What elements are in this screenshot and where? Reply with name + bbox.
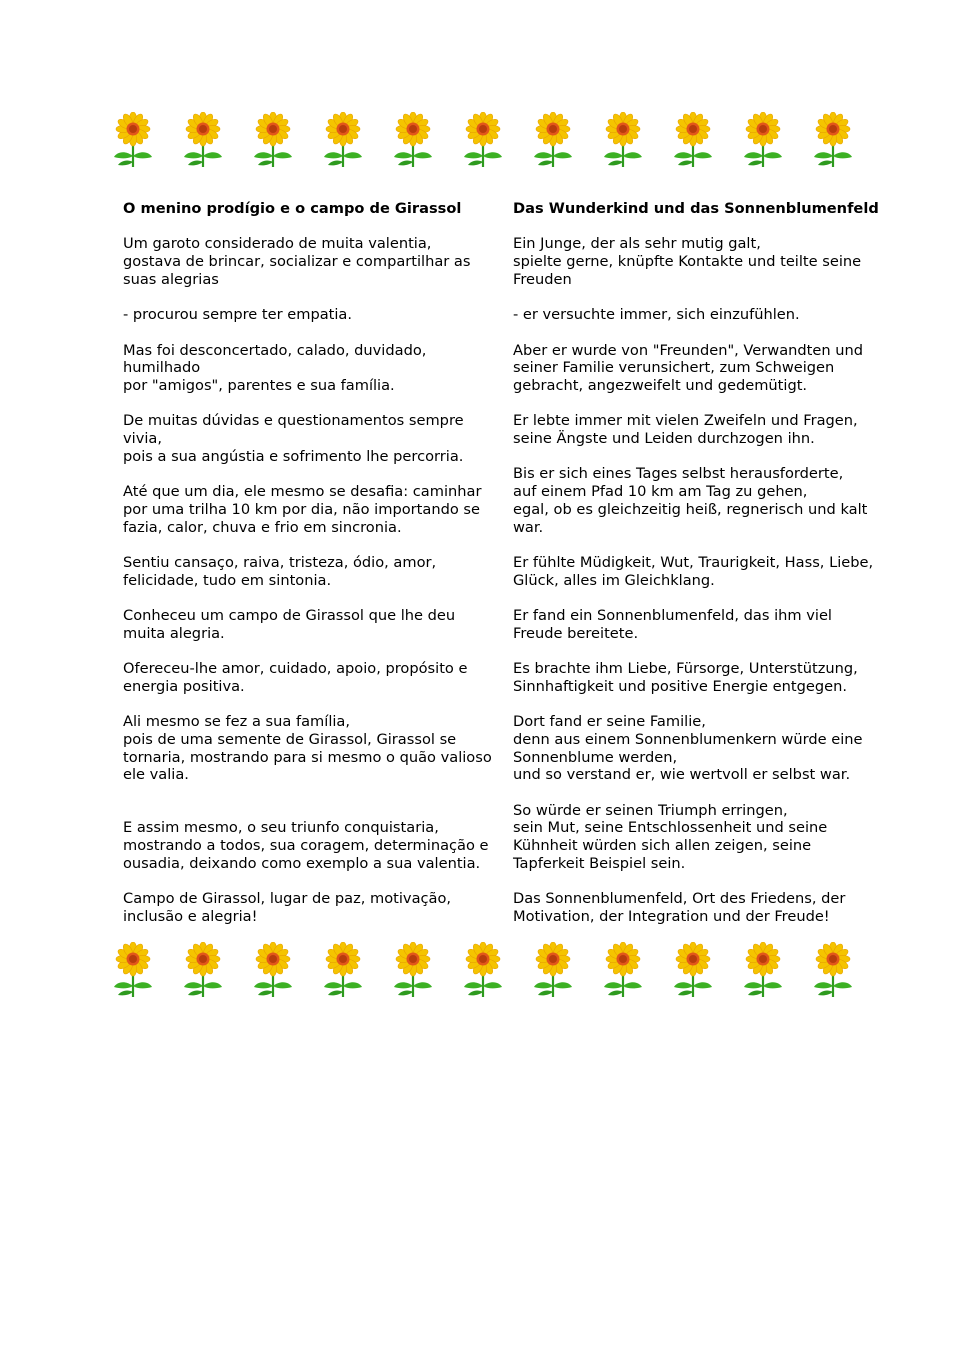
poem-line: Er fand ein Sonnenblumenfeld, das ihm viel Freude bereitete. [513,607,832,642]
sunflower-icon [528,112,578,168]
portuguese-poem [123,200,501,943]
poem-line: So würde er seinen Triumph erringen, [513,801,788,819]
sunflower-icon [668,942,718,998]
stanza [123,660,501,695]
sunflower-icon [178,112,228,168]
poem-line: Até que um dia, ele mesmo se desafia: caminhar por uma trilha 10 km por dia, não importando se fazia, calor, chuva e frio em sincronia. [123,483,482,536]
sunflower-icon [808,112,858,168]
german-poem-stanzas [513,235,885,925]
stanza [123,412,501,465]
stanza [513,306,885,324]
poem-line: Ali mesmo se fez a sua família, [123,713,351,731]
poem-line: Ofereceu-lhe amor, cuidado, apoio, propósito e energia positiva. [123,660,468,695]
stanza [123,554,501,589]
stanza [513,412,885,447]
sunflower-icon [738,942,788,998]
german-poem [513,200,885,943]
sunflower-icon [598,942,648,998]
sunflower-border-bottom [108,942,858,998]
sunflower-icon [668,112,718,168]
poem-line: Aber er wurde von "Freunden", Verwandten und seiner Familie verunsichert, zum Schweigen gebracht, angezweifelt und gedemütigt. [513,341,863,394]
sunflower-icon [458,112,508,168]
stanza [123,306,501,324]
poem-line: pois a sua angústia e sofrimento lhe percorria. [123,447,464,465]
stanza [513,554,885,589]
stanza [123,890,501,925]
poem-line: Mas foi desconcertado, calado, duvidado, humilhado [123,341,427,377]
poem-line: Bis er sich eines Tages selbst herausforderte, [513,465,844,483]
sunflower-icon [388,942,438,998]
poem-line: seine Ängste und Leiden durchzogen ihn. [513,430,815,448]
poem-line: Er lebte immer mit vielen Zweifeln und Fragen, [513,412,858,430]
poem-line: - procurou sempre ter empatia. [123,306,353,324]
sunflower-icon [318,942,368,998]
poem-line: E assim mesmo, o seu triunfo conquistaria, mostrando a todos, sua coragem, determinação e ousadia, deixando como exemplo a sua valentia. [123,819,489,872]
poem-line: auf einem Pfad 10 km am Tag zu gehen, [513,483,808,501]
poem-line: Dort fand er seine Familie, [513,713,706,731]
sunflower-icon [388,112,438,168]
poem-line: De muitas dúvidas e questionamentos sempre vivia, [123,412,464,448]
sunflower-icon [178,942,228,998]
german-poem-title: Das Wunderkind und das Sonnenblumenfeld [513,200,879,217]
sunflower-icon [248,112,298,168]
poem-line: - er versuchte immer, sich einzufühlen. [513,306,800,324]
sunflower-icon [528,942,578,998]
poem-line: sein Mut, seine Entschlossenheit und seine Kühnheit würden sich allen zeigen, seine Tapferkeit Beispiel sein. [513,819,828,872]
sunflower-icon [458,942,508,998]
poem-line: egal, ob es gleichzeitig heiß, regnerisch und kalt war. [513,500,868,536]
poem-line: Er fühlte Müdigkeit, Wut, Traurigkeit, Hass, Liebe, Glück, alles im Gleichklang. [513,553,874,589]
poem-line: por "amigos", parentes e sua família. [123,376,395,394]
stanza [513,465,885,536]
poem-line: Um garoto considerado de muita valentia, [123,235,432,253]
poem-line: Es brachte ihm Liebe, Fürsorge, Unterstützung, Sinnhaftigkeit und positive Energie entgegen. [513,660,858,695]
stanza [513,890,885,925]
poem-line: Campo de Girassol, lugar de paz, motivação, inclusão e alegria! [123,890,452,925]
stanza [513,235,885,288]
poem-line: Ein Junge, der als sehr mutig galt, [513,235,761,253]
portuguese-poem-title: O menino prodígio e o campo de Girassol [123,200,462,217]
sunflower-icon [108,112,158,168]
stanza [513,607,885,642]
sunflower-icon [248,942,298,998]
sunflower-icon [108,942,158,998]
sunflower-icon [318,112,368,168]
stanza [123,713,501,784]
stanza [513,342,885,395]
sunflower-icon [808,942,858,998]
stanza [123,342,501,395]
poem-line: pois de uma semente de Girassol, Girassol se tornaria, mostrando para si mesmo o quão valioso ele valia. [123,730,492,784]
poem-line: Conheceu um campo de Girassol que lhe deu muita alegria. [123,607,456,642]
poem-line: gostava de brincar, socializar e compartilhar as suas alegrias [123,253,471,288]
sunflower-icon [738,112,788,168]
poem-line: spielte gerne, knüpfte Kontakte und teilte seine Freuden [513,253,862,288]
stanza [123,235,501,288]
stanza [123,483,501,536]
poem-line: und so verstand er, wie wertvoll er selbst war. [513,766,851,784]
portuguese-poem-stanzas [123,235,501,925]
stanza [513,802,885,873]
stanza-spacer [123,802,501,820]
poem-line: Sentiu cansaço, raiva, tristeza, ódio, amor, felicidade, tudo em sintonia. [123,553,437,589]
sunflower-icon [598,112,648,168]
poem-line: Das Sonnenblumenfeld, Ort des Friedens, der Motivation, der Integration und der Freude! [513,890,846,925]
sunflower-border-top [108,112,858,168]
stanza [513,660,885,695]
stanza [123,607,501,642]
stanza [513,713,885,784]
poem-line: denn aus einem Sonnenblumenkern würde eine Sonnenblume werden, [513,730,863,766]
stanza [123,819,501,872]
